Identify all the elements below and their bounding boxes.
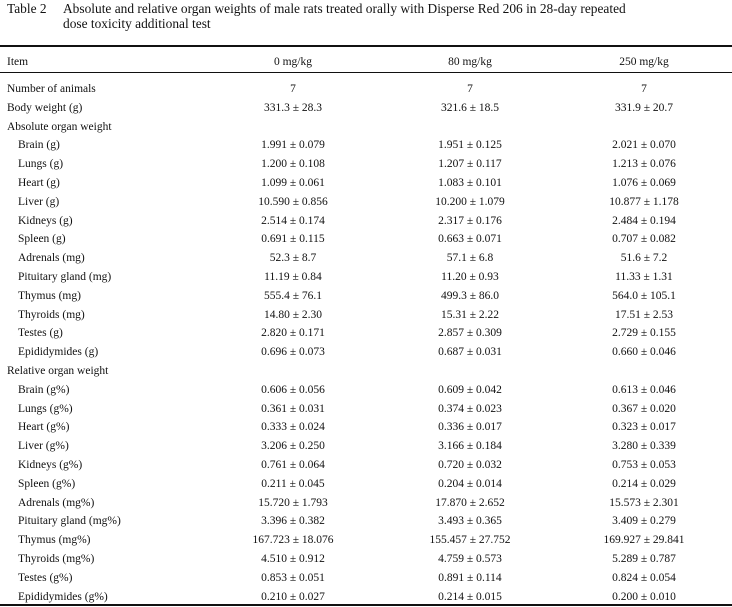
value-250mg: 0.323 ± 0.017 — [612, 421, 676, 434]
caption-title-1: Absolute and relative organ weights of male rats treated orally with Disperse Red 206 in 28-day repeated — [63, 1, 626, 16]
row-label: Heart (g) — [18, 176, 60, 189]
value-250mg: 0.613 ± 0.046 — [612, 383, 676, 396]
header-250mg: 250 mg/kg — [619, 56, 669, 68]
value-0mg: 0.696 ± 0.073 — [261, 346, 325, 359]
value-0mg: 4.510 ± 0.912 — [261, 552, 325, 565]
value-80mg: 0.336 ± 0.017 — [438, 421, 502, 434]
caption-line-1 — [7, 1, 727, 16]
table-row — [0, 531, 732, 550]
row-label: Pituitary gland (mg) — [18, 270, 112, 283]
table-row — [0, 494, 732, 513]
value-0mg: 52.3 ± 8.7 — [269, 252, 317, 265]
row-label: Spleen (g) — [18, 233, 66, 246]
table-row — [0, 550, 732, 569]
value-80mg: 11.20 ± 0.93 — [441, 270, 499, 283]
table-row — [0, 475, 732, 494]
table-number: Table 2 — [7, 1, 47, 16]
value-250mg: 11.33 ± 1.31 — [615, 270, 673, 283]
value-80mg: 0.891 ± 0.114 — [438, 571, 502, 584]
value-80mg: 1.951 ± 0.125 — [438, 139, 502, 152]
value-80mg: 321.6 ± 18.5 — [440, 101, 500, 114]
value-250mg: 2.021 ± 0.070 — [612, 139, 676, 152]
value-0mg: 3.396 ± 0.382 — [261, 515, 325, 528]
row-label: Thyroids (mg) — [18, 308, 85, 321]
row-label: Thymus (mg) — [18, 289, 81, 302]
table-row — [0, 174, 732, 193]
value-250mg: 0.753 ± 0.053 — [612, 458, 676, 471]
value-80mg: 15.31 ± 2.22 — [440, 308, 500, 321]
row-label: Heart (g%) — [18, 421, 70, 434]
table-row — [0, 400, 732, 419]
table-row — [0, 193, 732, 212]
table-row — [0, 343, 732, 362]
top-rule — [0, 45, 732, 47]
row-label: Kidneys (g) — [18, 214, 73, 227]
row-label: Lungs (g%) — [18, 402, 73, 415]
row-label: Spleen (g%) — [18, 477, 76, 490]
row-label: Relative organ weight — [7, 364, 109, 377]
value-250mg: 2.729 ± 0.155 — [612, 327, 676, 340]
value-0mg: 0.361 ± 0.031 — [261, 402, 325, 415]
value-0mg: 2.514 ± 0.174 — [261, 214, 325, 227]
value-80mg: 1.207 ± 0.117 — [438, 158, 502, 171]
table-row — [0, 437, 732, 456]
value-0mg: 2.820 ± 0.171 — [261, 327, 325, 340]
table-row — [0, 212, 732, 231]
value-80mg: 7 — [467, 83, 473, 95]
value-80mg: 57.1 ± 6.8 — [446, 252, 494, 265]
table-row — [0, 287, 732, 306]
value-250mg: 51.6 ± 7.2 — [620, 252, 668, 265]
value-80mg: 0.609 ± 0.042 — [438, 383, 502, 396]
row-label: Brain (g%) — [18, 383, 70, 396]
table-row — [0, 512, 732, 531]
value-0mg: 0.333 ± 0.024 — [261, 421, 325, 434]
value-80mg: 0.204 ± 0.014 — [438, 477, 502, 490]
value-80mg: 10.200 ± 1.079 — [435, 195, 505, 208]
table-row — [0, 249, 732, 268]
value-250mg: 0.214 ± 0.029 — [612, 477, 676, 490]
table-row — [0, 418, 732, 437]
value-0mg: 0.691 ± 0.115 — [261, 233, 325, 246]
row-label: Number of animals — [7, 83, 96, 95]
row-label: Brain (g) — [18, 139, 60, 152]
value-250mg: 0.367 ± 0.020 — [612, 402, 676, 415]
value-250mg: 0.660 ± 0.046 — [612, 346, 676, 359]
value-0mg: 0.211 ± 0.045 — [261, 477, 325, 490]
value-0mg: 3.206 ± 0.250 — [261, 440, 325, 453]
value-80mg: 0.687 ± 0.031 — [438, 346, 502, 359]
value-250mg: 3.409 ± 0.279 — [612, 515, 676, 528]
value-0mg: 555.4 ± 76.1 — [263, 289, 323, 302]
table-row — [0, 569, 732, 588]
row-label: Testes (g%) — [18, 571, 73, 584]
value-80mg: 17.870 ± 2.652 — [435, 496, 505, 509]
row-label: Epididymides (g%) — [18, 590, 108, 603]
header-rule — [0, 72, 732, 73]
value-0mg: 0.761 ± 0.064 — [261, 458, 325, 471]
value-80mg: 0.663 ± 0.071 — [438, 233, 502, 246]
value-0mg: 167.723 ± 18.076 — [252, 534, 334, 547]
row-label: Pituitary gland (mg%) — [18, 515, 121, 528]
value-80mg: 1.083 ± 0.101 — [438, 176, 502, 189]
value-80mg: 3.493 ± 0.365 — [438, 515, 502, 528]
table-row — [0, 362, 732, 381]
value-250mg: 2.484 ± 0.194 — [612, 214, 676, 227]
row-label: Adrenals (mg%) — [18, 496, 95, 509]
row-label: Kidneys (g%) — [18, 458, 83, 471]
value-80mg: 499.3 ± 86.0 — [440, 289, 500, 302]
row-label: Thymus (mg%) — [18, 534, 91, 547]
value-0mg: 14.80 ± 2.30 — [263, 308, 323, 321]
value-0mg: 0.606 ± 0.056 — [261, 383, 325, 396]
value-0mg: 1.991 ± 0.079 — [261, 139, 325, 152]
bottom-rule — [0, 604, 732, 606]
value-250mg: 1.213 ± 0.076 — [612, 158, 676, 171]
value-80mg: 155.457 ± 27.752 — [429, 534, 511, 547]
value-0mg: 10.590 ± 0.856 — [258, 195, 328, 208]
value-250mg: 169.927 ± 29.841 — [603, 534, 685, 547]
value-80mg: 3.166 ± 0.184 — [438, 440, 502, 453]
value-250mg: 7 — [641, 83, 647, 95]
value-80mg: 0.374 ± 0.023 — [438, 402, 502, 415]
value-250mg: 0.200 ± 0.010 — [612, 590, 676, 603]
value-0mg: 0.853 ± 0.051 — [261, 571, 325, 584]
table-row — [0, 324, 732, 343]
row-label: Lungs (g) — [18, 158, 64, 171]
table-row — [0, 136, 732, 155]
header-item: Item — [7, 56, 29, 68]
value-250mg: 331.9 ± 20.7 — [614, 101, 674, 114]
value-80mg: 2.317 ± 0.176 — [438, 214, 502, 227]
table-row — [0, 118, 732, 137]
row-label: Liver (g%) — [18, 440, 69, 453]
value-80mg: 0.214 ± 0.015 — [438, 590, 502, 603]
table-caption — [7, 1, 727, 31]
row-label: Liver (g) — [18, 195, 60, 208]
row-label: Epididymides (g) — [18, 346, 99, 359]
caption-title-2: dose toxicity additional test — [63, 16, 211, 31]
row-label: Absolute organ weight — [7, 120, 112, 133]
table-row — [0, 456, 732, 475]
table-row — [0, 268, 732, 287]
value-0mg: 1.200 ± 0.108 — [261, 158, 325, 171]
table-row — [0, 155, 732, 174]
table-header — [0, 54, 732, 70]
value-250mg: 10.877 ± 1.178 — [609, 195, 679, 208]
table-row — [0, 381, 732, 400]
value-250mg: 15.573 ± 2.301 — [609, 496, 679, 509]
value-250mg: 0.824 ± 0.054 — [612, 571, 676, 584]
value-0mg: 1.099 ± 0.061 — [261, 176, 325, 189]
row-label: Testes (g) — [18, 327, 63, 340]
value-250mg: 3.280 ± 0.339 — [612, 440, 676, 453]
table-body — [0, 80, 732, 606]
value-80mg: 2.857 ± 0.309 — [438, 327, 502, 340]
table-row — [0, 99, 732, 118]
value-250mg: 5.289 ± 0.787 — [612, 552, 676, 565]
value-250mg: 564.0 ± 105.1 — [612, 289, 676, 302]
value-0mg: 331.3 ± 28.3 — [263, 101, 323, 114]
value-250mg: 17.51 ± 2.53 — [614, 308, 674, 321]
value-250mg: 0.707 ± 0.082 — [612, 233, 676, 246]
value-250mg: 1.076 ± 0.069 — [612, 176, 676, 189]
value-0mg: 11.19 ± 0.84 — [264, 270, 322, 283]
table-row — [0, 306, 732, 325]
value-0mg: 15.720 ± 1.793 — [258, 496, 328, 509]
header-80mg: 80 mg/kg — [448, 56, 492, 68]
header-0mg: 0 mg/kg — [273, 56, 312, 68]
value-0mg: 7 — [290, 83, 296, 95]
table-row — [0, 230, 732, 249]
value-0mg: 0.210 ± 0.027 — [261, 590, 325, 603]
table-row — [0, 80, 732, 99]
row-label: Adrenals (mg) — [18, 252, 85, 265]
value-80mg: 4.759 ± 0.573 — [438, 552, 502, 565]
row-label: Body weight (g) — [7, 101, 83, 114]
value-80mg: 0.720 ± 0.032 — [438, 458, 502, 471]
row-label: Thyroids (mg%) — [18, 552, 95, 565]
